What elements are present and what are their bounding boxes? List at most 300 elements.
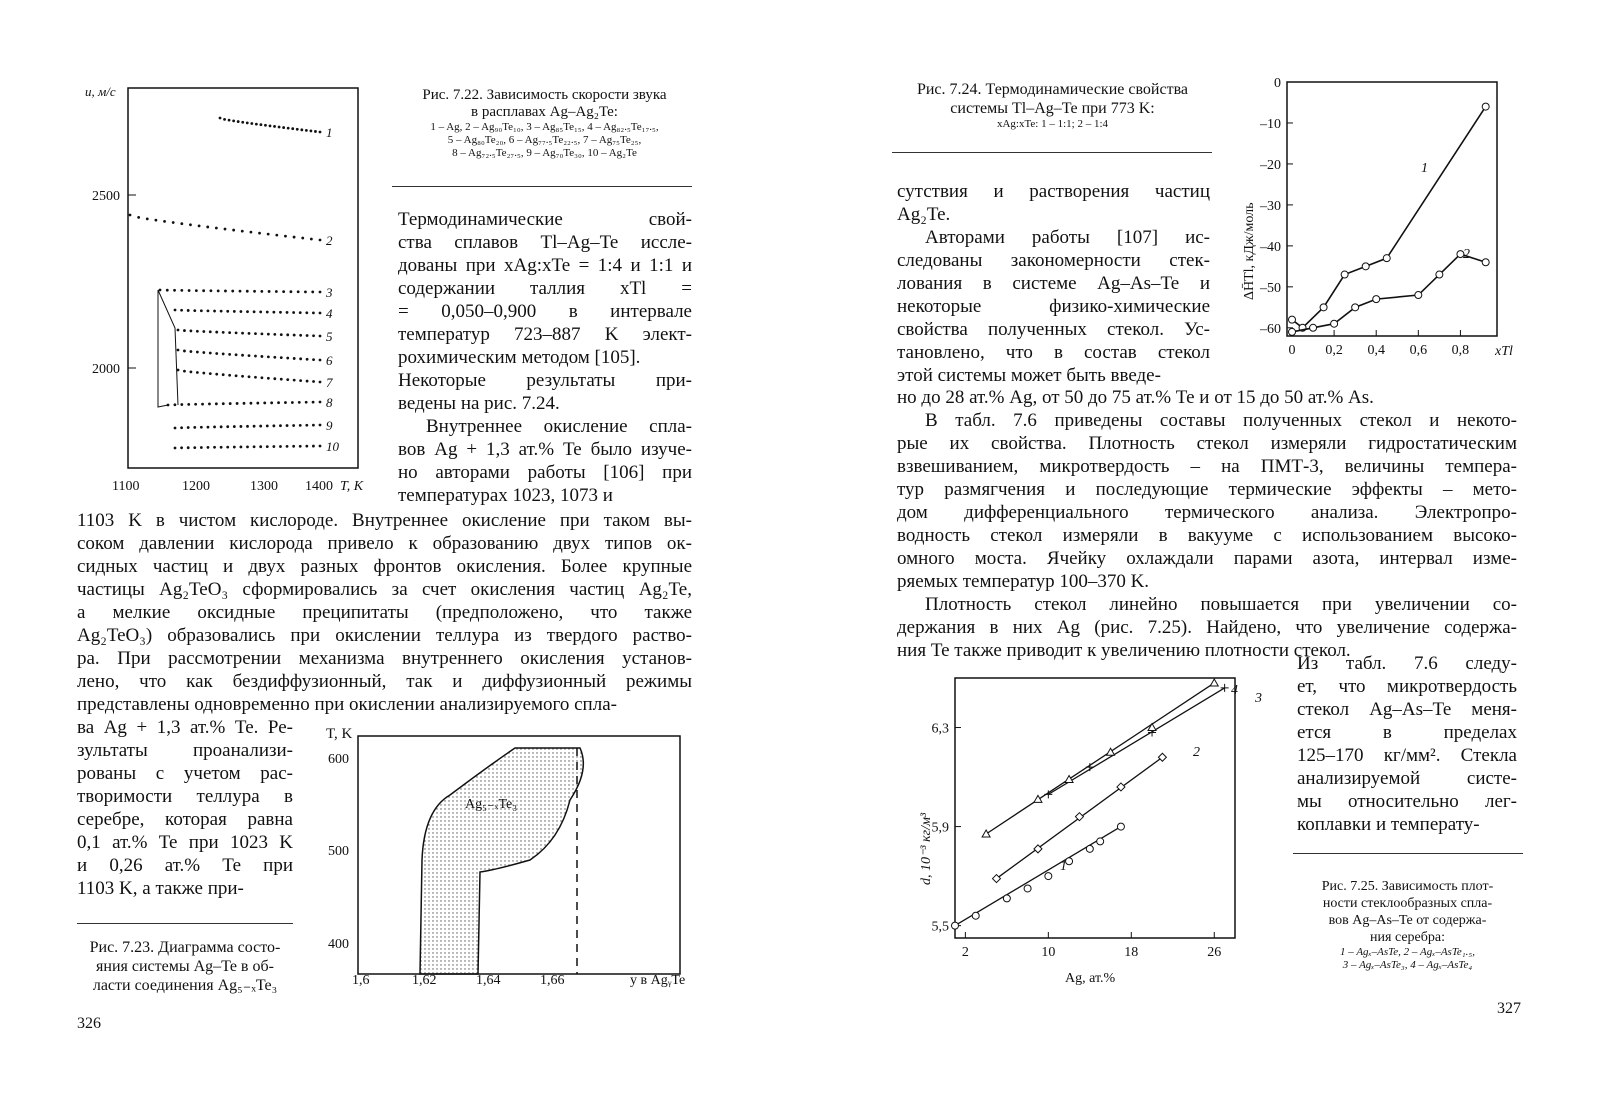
text-line: омного моста. Ячейку охлаждали парами азота, интервал изме- xyxy=(897,548,1517,569)
data-point xyxy=(240,310,243,313)
data-point xyxy=(180,446,183,449)
data-point xyxy=(190,370,193,373)
text-line: ведены на рис. 7.24. xyxy=(398,393,560,414)
data-point xyxy=(226,425,229,428)
data-point xyxy=(198,224,201,227)
data-point xyxy=(233,425,236,428)
fig-7-22-xtick: 1400 xyxy=(305,479,333,494)
curve-label: 3 xyxy=(326,285,333,300)
data-point xyxy=(260,290,263,293)
data-point xyxy=(282,126,285,129)
text-line: серебре, которая равна xyxy=(77,809,293,830)
data-point xyxy=(235,331,238,334)
data-point xyxy=(306,380,309,383)
data-point xyxy=(196,330,199,333)
data-point xyxy=(196,351,199,354)
data-point xyxy=(264,124,267,127)
text-line: = 0,050–0,900 в интервале xyxy=(398,301,692,322)
data-point xyxy=(233,446,236,449)
text-line: сидных частиц и двух разных фронтов окисления. Более крупные xyxy=(77,556,692,577)
data-point xyxy=(213,446,216,449)
data-point xyxy=(1117,823,1124,830)
data-point xyxy=(231,290,234,293)
data-point xyxy=(195,289,198,292)
curve-label: 4 xyxy=(1231,683,1238,698)
data-point xyxy=(241,354,244,357)
data-point xyxy=(1024,885,1031,892)
data-point xyxy=(187,309,190,312)
y-tick-label: –50 xyxy=(1260,280,1281,296)
text-line: температур 723–887 K элект- xyxy=(398,324,692,345)
data-point xyxy=(209,330,212,333)
data-point xyxy=(215,373,218,376)
text-line: 1103 K в чистом кислороде. Внутреннее окисление при таком вы- xyxy=(77,510,692,531)
left-column-text-2 xyxy=(77,716,293,900)
data-point xyxy=(297,290,300,293)
data-point xyxy=(275,290,278,293)
data-point xyxy=(267,355,270,358)
fig-7-23-ylabel: T, K xyxy=(326,726,353,742)
data-point xyxy=(1320,304,1327,311)
data-point xyxy=(155,219,158,222)
data-point xyxy=(243,402,246,405)
data-point xyxy=(272,445,275,448)
data-point xyxy=(254,332,257,335)
data-point xyxy=(952,922,959,929)
x-tick-label: 26 xyxy=(1207,945,1222,960)
y-tick-label: –20 xyxy=(1260,157,1281,173)
data-point xyxy=(246,290,249,293)
data-point xyxy=(174,447,177,450)
data-point xyxy=(286,378,289,381)
text-line: но до 28 ат.% Ag, от 50 до 75 ат.% Te и от 15 до 50 ат.% As. xyxy=(897,387,1374,408)
data-point xyxy=(200,426,203,429)
data-point xyxy=(206,226,209,229)
caption-legend-line: 3 – Agₓ–AsTe₃, 4 – Agₓ–AsTe₄ xyxy=(1342,959,1473,971)
text-line: а мелкие оксидные преципитаты (предположено, что также xyxy=(77,602,692,623)
data-point xyxy=(222,373,225,376)
text-line: вов Ag + 1,3 ат.% Te было изуче- xyxy=(398,439,692,460)
caption-line: Рис. 7.24. Термодинамические свойства xyxy=(916,81,1189,98)
data-point xyxy=(193,426,196,429)
left-column-text-1 xyxy=(398,208,692,507)
x-tick-label: 18 xyxy=(1124,945,1139,960)
data-point xyxy=(180,403,183,406)
data-point xyxy=(1331,320,1338,327)
data-point xyxy=(286,357,289,360)
data-point xyxy=(319,131,322,134)
data-point xyxy=(1310,324,1317,331)
data-point xyxy=(299,311,302,314)
data-point xyxy=(202,372,205,375)
data-point xyxy=(201,403,204,406)
data-point xyxy=(272,424,275,427)
data-point xyxy=(1373,296,1380,303)
data-point xyxy=(292,445,295,448)
data-point xyxy=(275,234,278,237)
fig-7-22-xtick: 1300 xyxy=(250,479,278,494)
data-point xyxy=(319,312,322,315)
data-point xyxy=(270,401,273,404)
data-point xyxy=(1086,845,1093,852)
text-line: коплавки и температу- xyxy=(1297,814,1480,835)
data-point xyxy=(284,235,287,238)
curve-label: 10 xyxy=(326,439,339,454)
data-point xyxy=(250,122,253,125)
data-point xyxy=(210,289,213,292)
text-line: Термодинамические свой- xyxy=(398,209,692,230)
data-point xyxy=(215,352,218,355)
fig-7-22-ytick: 2000 xyxy=(92,362,120,377)
text-line: зультаты проанализи- xyxy=(77,740,293,761)
fig-7-23-xtick: 1,66 xyxy=(540,973,565,988)
fig-7-22-xtick: 1100 xyxy=(112,479,140,494)
data-point xyxy=(177,349,180,352)
data-point xyxy=(222,402,225,405)
data-point xyxy=(312,380,315,383)
data-point xyxy=(277,401,280,404)
y-tick-label: 5,9 xyxy=(931,820,949,836)
data-point xyxy=(209,372,212,375)
text-line: температурах 1023, 1073 и xyxy=(398,485,613,506)
caption-legend-line: 8 – Ag₇₂.₅Te₂₇.₅, 9 – Ag₇₀Te₃₀, 10 – Ag₂Te xyxy=(452,147,637,159)
data-point xyxy=(180,289,183,292)
data-point xyxy=(137,216,140,219)
text-line: В табл. 7.6 приведены составы полученных стекол и некото- xyxy=(925,410,1517,431)
data-point xyxy=(146,217,149,220)
x-tick-label: 2 xyxy=(961,945,969,960)
text-line: следованы закономерности стек- xyxy=(897,250,1210,271)
data-point xyxy=(319,335,322,338)
y-tick-label: –10 xyxy=(1260,116,1281,132)
data-point xyxy=(319,291,322,294)
data-point xyxy=(1034,795,1042,802)
data-point xyxy=(266,311,269,314)
data-point xyxy=(202,330,205,333)
data-point xyxy=(240,446,243,449)
data-point xyxy=(1148,724,1156,731)
data-point xyxy=(261,376,264,379)
data-point xyxy=(982,830,990,837)
page-number-left: 326 xyxy=(77,1015,101,1032)
data-point xyxy=(180,426,183,429)
data-point xyxy=(259,311,262,314)
data-point xyxy=(253,290,256,293)
data-point xyxy=(304,290,307,293)
data-point xyxy=(241,121,244,124)
data-point xyxy=(319,401,322,404)
data-point xyxy=(222,353,225,356)
data-point xyxy=(248,354,251,357)
data-point xyxy=(1352,304,1359,311)
x-tick-label: 0,4 xyxy=(1367,343,1385,358)
data-point xyxy=(209,352,212,355)
x-tick-label: 0 xyxy=(1288,343,1296,358)
data-point xyxy=(278,126,281,129)
caption-line: ния серебра: xyxy=(1370,930,1445,945)
text-line: ет, что микротвердость xyxy=(1297,676,1517,697)
data-point xyxy=(1341,271,1348,278)
data-point xyxy=(1210,679,1218,686)
series-line-1 xyxy=(955,827,1121,926)
data-point xyxy=(301,237,304,240)
data-point xyxy=(248,332,251,335)
series-line-2 xyxy=(1292,254,1486,332)
data-point xyxy=(193,309,196,312)
text-line: 0,1 ат.% Te при 1023 K xyxy=(77,832,293,853)
fig-7-23-xtick: 1,64 xyxy=(476,973,501,988)
data-point xyxy=(319,359,322,362)
data-point xyxy=(305,129,308,132)
series-line-4 xyxy=(986,683,1214,834)
text-line: Плотность стекол линейно повышается при увеличении со- xyxy=(925,594,1517,615)
text-line: лено, что как бездиффузионный, так и диффузионный режимы xyxy=(77,671,692,692)
caption-legend-line: 1 – Ag, 2 – Ag₉₀Te₁₀, 3 – Ag₈₅Te₁₅, 4 – Ag₈₂.₅Te₁₇.₅, xyxy=(430,121,659,133)
fig-7-25-xlabel: Ag, ат.% xyxy=(1065,971,1116,986)
caption-line: системы Tl–Ag–Te при 773 K: xyxy=(950,100,1155,117)
fig-7-22-ytick: 2500 xyxy=(92,189,120,204)
data-point xyxy=(298,401,301,404)
caption-line: Рис. 7.23. Диаграмма состо- xyxy=(89,939,281,956)
fig-7-23-region-label: Ag₅₋ₓTe₃ xyxy=(465,797,518,812)
data-point xyxy=(291,127,294,130)
fig-7-25-curves xyxy=(952,679,1229,929)
data-point xyxy=(246,445,249,448)
page-number-right: 327 xyxy=(1497,1000,1521,1017)
text-line: 1103 K, а также при- xyxy=(77,878,244,899)
data-point xyxy=(1221,684,1229,692)
fig-7-24-curves xyxy=(1289,103,1490,335)
text-line: ется в пределах xyxy=(1297,722,1517,743)
data-point xyxy=(314,130,317,133)
data-point xyxy=(269,124,272,127)
y-tick-label: –40 xyxy=(1260,239,1281,255)
data-point xyxy=(263,402,266,405)
data-point xyxy=(1289,316,1296,323)
data-point xyxy=(266,425,269,428)
fig-7-24-caption xyxy=(890,80,1215,131)
data-point xyxy=(272,311,275,314)
data-point xyxy=(292,424,295,427)
data-point xyxy=(202,289,205,292)
text-line: лования в системе Ag–As–Te и xyxy=(897,273,1210,294)
data-point xyxy=(279,424,282,427)
curve-label: 1 xyxy=(326,125,333,140)
curve-label: 9 xyxy=(326,418,333,433)
data-point xyxy=(254,376,257,379)
data-point xyxy=(200,309,203,312)
fig-7-22-xlabel: T, K xyxy=(340,479,364,494)
data-point xyxy=(286,445,289,448)
fig-7-23-ytick: 500 xyxy=(328,844,349,859)
text-line: творимости теллура в xyxy=(77,786,293,807)
curve-label: 5 xyxy=(326,329,333,344)
data-point xyxy=(166,289,169,292)
text-line: тур размягчения и последующие термические эффекты – мето- xyxy=(897,479,1517,500)
data-point xyxy=(299,445,302,448)
data-point xyxy=(305,424,308,427)
data-point xyxy=(187,446,190,449)
text-line: дом дифференциального термического анализа. Электропро- xyxy=(897,502,1517,523)
data-point xyxy=(223,118,226,121)
data-point xyxy=(207,426,210,429)
data-point xyxy=(183,370,186,373)
data-point xyxy=(246,121,249,124)
data-point xyxy=(228,119,231,122)
data-point xyxy=(180,309,183,312)
data-point xyxy=(183,329,186,332)
text-line: анализируемой систе- xyxy=(1297,768,1517,789)
data-point xyxy=(239,290,242,293)
data-point xyxy=(180,222,183,225)
curve-label: 6 xyxy=(326,353,333,368)
caption-line: Рис. 7.25. Зависимость плот- xyxy=(1321,879,1494,894)
data-point xyxy=(200,446,203,449)
text-line: и 0,26 ат.% Te при xyxy=(77,855,293,876)
data-point xyxy=(235,353,238,356)
curve-label: 1 xyxy=(1421,161,1428,176)
data-point xyxy=(187,426,190,429)
data-point xyxy=(1482,259,1489,266)
x-tick-label: 10 xyxy=(1041,945,1056,960)
data-point xyxy=(255,123,258,126)
data-point xyxy=(250,402,253,405)
fig-7-23-xtick: 1,6 xyxy=(352,973,370,988)
data-point xyxy=(267,377,270,380)
text-line: рохимическим методом [105]. xyxy=(398,347,641,368)
data-point xyxy=(215,227,218,230)
caption-line: в расплавах Ag–Ag₂Te: xyxy=(471,104,618,120)
data-point xyxy=(253,445,256,448)
text-line: свойства полученных стекол. Ус- xyxy=(897,319,1210,340)
data-point xyxy=(256,402,259,405)
data-point xyxy=(305,445,308,448)
data-point xyxy=(1436,271,1443,278)
data-point xyxy=(293,357,296,360)
text-line: дованы при xAg:xTe = 1:4 и 1:1 и xyxy=(398,255,692,276)
data-point xyxy=(282,290,285,293)
data-point xyxy=(207,310,210,313)
data-point xyxy=(193,446,196,449)
text-line: водность стекол измеряли в вакууме с использованием высоко- xyxy=(897,525,1517,546)
data-point xyxy=(220,446,223,449)
series-line-3 xyxy=(1048,688,1224,794)
x-tick-label: 0,6 xyxy=(1409,343,1428,358)
text-line: Ag₂TeO₃) образовались при окислении теллура из твердого раство- xyxy=(77,625,692,646)
data-point xyxy=(213,426,216,429)
fig-7-23-ytick: 600 xyxy=(328,752,349,767)
data-point xyxy=(273,356,276,359)
data-point xyxy=(286,311,289,314)
data-point xyxy=(319,424,322,427)
data-point xyxy=(187,403,190,406)
data-point xyxy=(273,125,276,128)
data-point xyxy=(159,289,162,292)
caption-legend-line: 1 – Agₓ–AsTe, 2 – Agₓ–AsTe₁.₅, xyxy=(1340,946,1475,958)
data-point xyxy=(219,117,222,120)
data-point xyxy=(217,289,220,292)
fig-7-24-ylabel: ΔH̄Tl, кДж/моль xyxy=(1242,202,1257,300)
data-point xyxy=(232,229,235,232)
data-point xyxy=(246,425,249,428)
data-point xyxy=(299,424,302,427)
data-point xyxy=(226,310,229,313)
data-point xyxy=(1362,263,1369,270)
text-line: взвешиванием, микротвердость – на ПМТ-3, величины темпера- xyxy=(897,456,1517,477)
data-point xyxy=(310,238,313,241)
data-point xyxy=(172,221,175,224)
text-line: частицы Ag₂TeO₃ сформировались за счет окисления частиц Ag₂Te, xyxy=(77,579,692,600)
text-line: Внутреннее окисление спла- xyxy=(426,416,692,437)
data-point xyxy=(305,311,308,314)
data-point xyxy=(267,233,270,236)
data-point xyxy=(228,331,231,334)
data-point xyxy=(229,402,232,405)
data-point xyxy=(248,375,251,378)
data-point xyxy=(273,377,276,380)
caption-line: вов Ag–As–Te от содержа- xyxy=(1328,913,1487,928)
data-point xyxy=(259,425,262,428)
data-point xyxy=(280,356,283,359)
fig-7-23-xlabel: y в AgᵧTe xyxy=(630,973,686,988)
data-point xyxy=(296,128,299,131)
caption-line: ласти соединения Ag₅₋ₓTe₃ xyxy=(92,977,278,994)
data-point xyxy=(237,120,240,123)
data-point xyxy=(1097,838,1104,845)
y-tick-label: 6,3 xyxy=(931,721,949,737)
text-line: Авторами работы [107] ис- xyxy=(925,227,1210,248)
data-point xyxy=(207,446,210,449)
data-point xyxy=(279,445,282,448)
data-point xyxy=(312,424,315,427)
text-line: ра. При рассмотрении механизма внутреннего окисления установ- xyxy=(77,648,692,669)
data-point xyxy=(233,310,236,313)
data-point xyxy=(241,332,244,335)
data-point xyxy=(241,375,244,378)
text-line: рованы с учетом рас- xyxy=(77,763,293,784)
text-line: держания в них Ag (рис. 7.25). Найдено, что увеличение содержа- xyxy=(897,617,1517,638)
right-body-text xyxy=(897,386,1517,662)
data-point xyxy=(273,333,276,336)
data-point xyxy=(287,127,290,130)
data-point xyxy=(280,333,283,336)
text-line: ния Te также приводит к увеличению плотности стекол. xyxy=(897,640,1351,661)
text-line: ства сплавов Tl–Ag–Te иссле- xyxy=(398,232,692,253)
text-line: мы относительно лег- xyxy=(1297,791,1517,812)
data-point xyxy=(188,289,191,292)
data-point xyxy=(228,353,231,356)
data-point xyxy=(291,401,294,404)
data-point xyxy=(1383,255,1390,262)
data-point xyxy=(213,310,216,313)
data-point xyxy=(1003,895,1010,902)
data-point xyxy=(260,123,263,126)
data-point xyxy=(286,333,289,336)
data-point xyxy=(228,374,231,377)
data-point xyxy=(189,223,192,226)
data-point xyxy=(319,239,322,242)
text-line: Некоторые результаты при- xyxy=(398,370,692,391)
data-point xyxy=(224,290,227,293)
fig-7-23-caption xyxy=(72,938,298,995)
caption-legend-line: 5 – Ag₈₀Te₂₀, 6 – Ag₇₇.₅Te₂₂.₅, 7 – Ag₇₅Te₂₅, xyxy=(447,134,642,146)
text-line: представлены одновременно при окислении анализируемого спла- xyxy=(77,694,617,715)
data-point xyxy=(972,912,979,919)
fig-7-25-ylabel: d, 10⁻³ кг/м³ xyxy=(919,812,934,885)
data-point xyxy=(310,130,313,133)
data-point xyxy=(312,445,315,448)
data-point xyxy=(268,290,271,293)
